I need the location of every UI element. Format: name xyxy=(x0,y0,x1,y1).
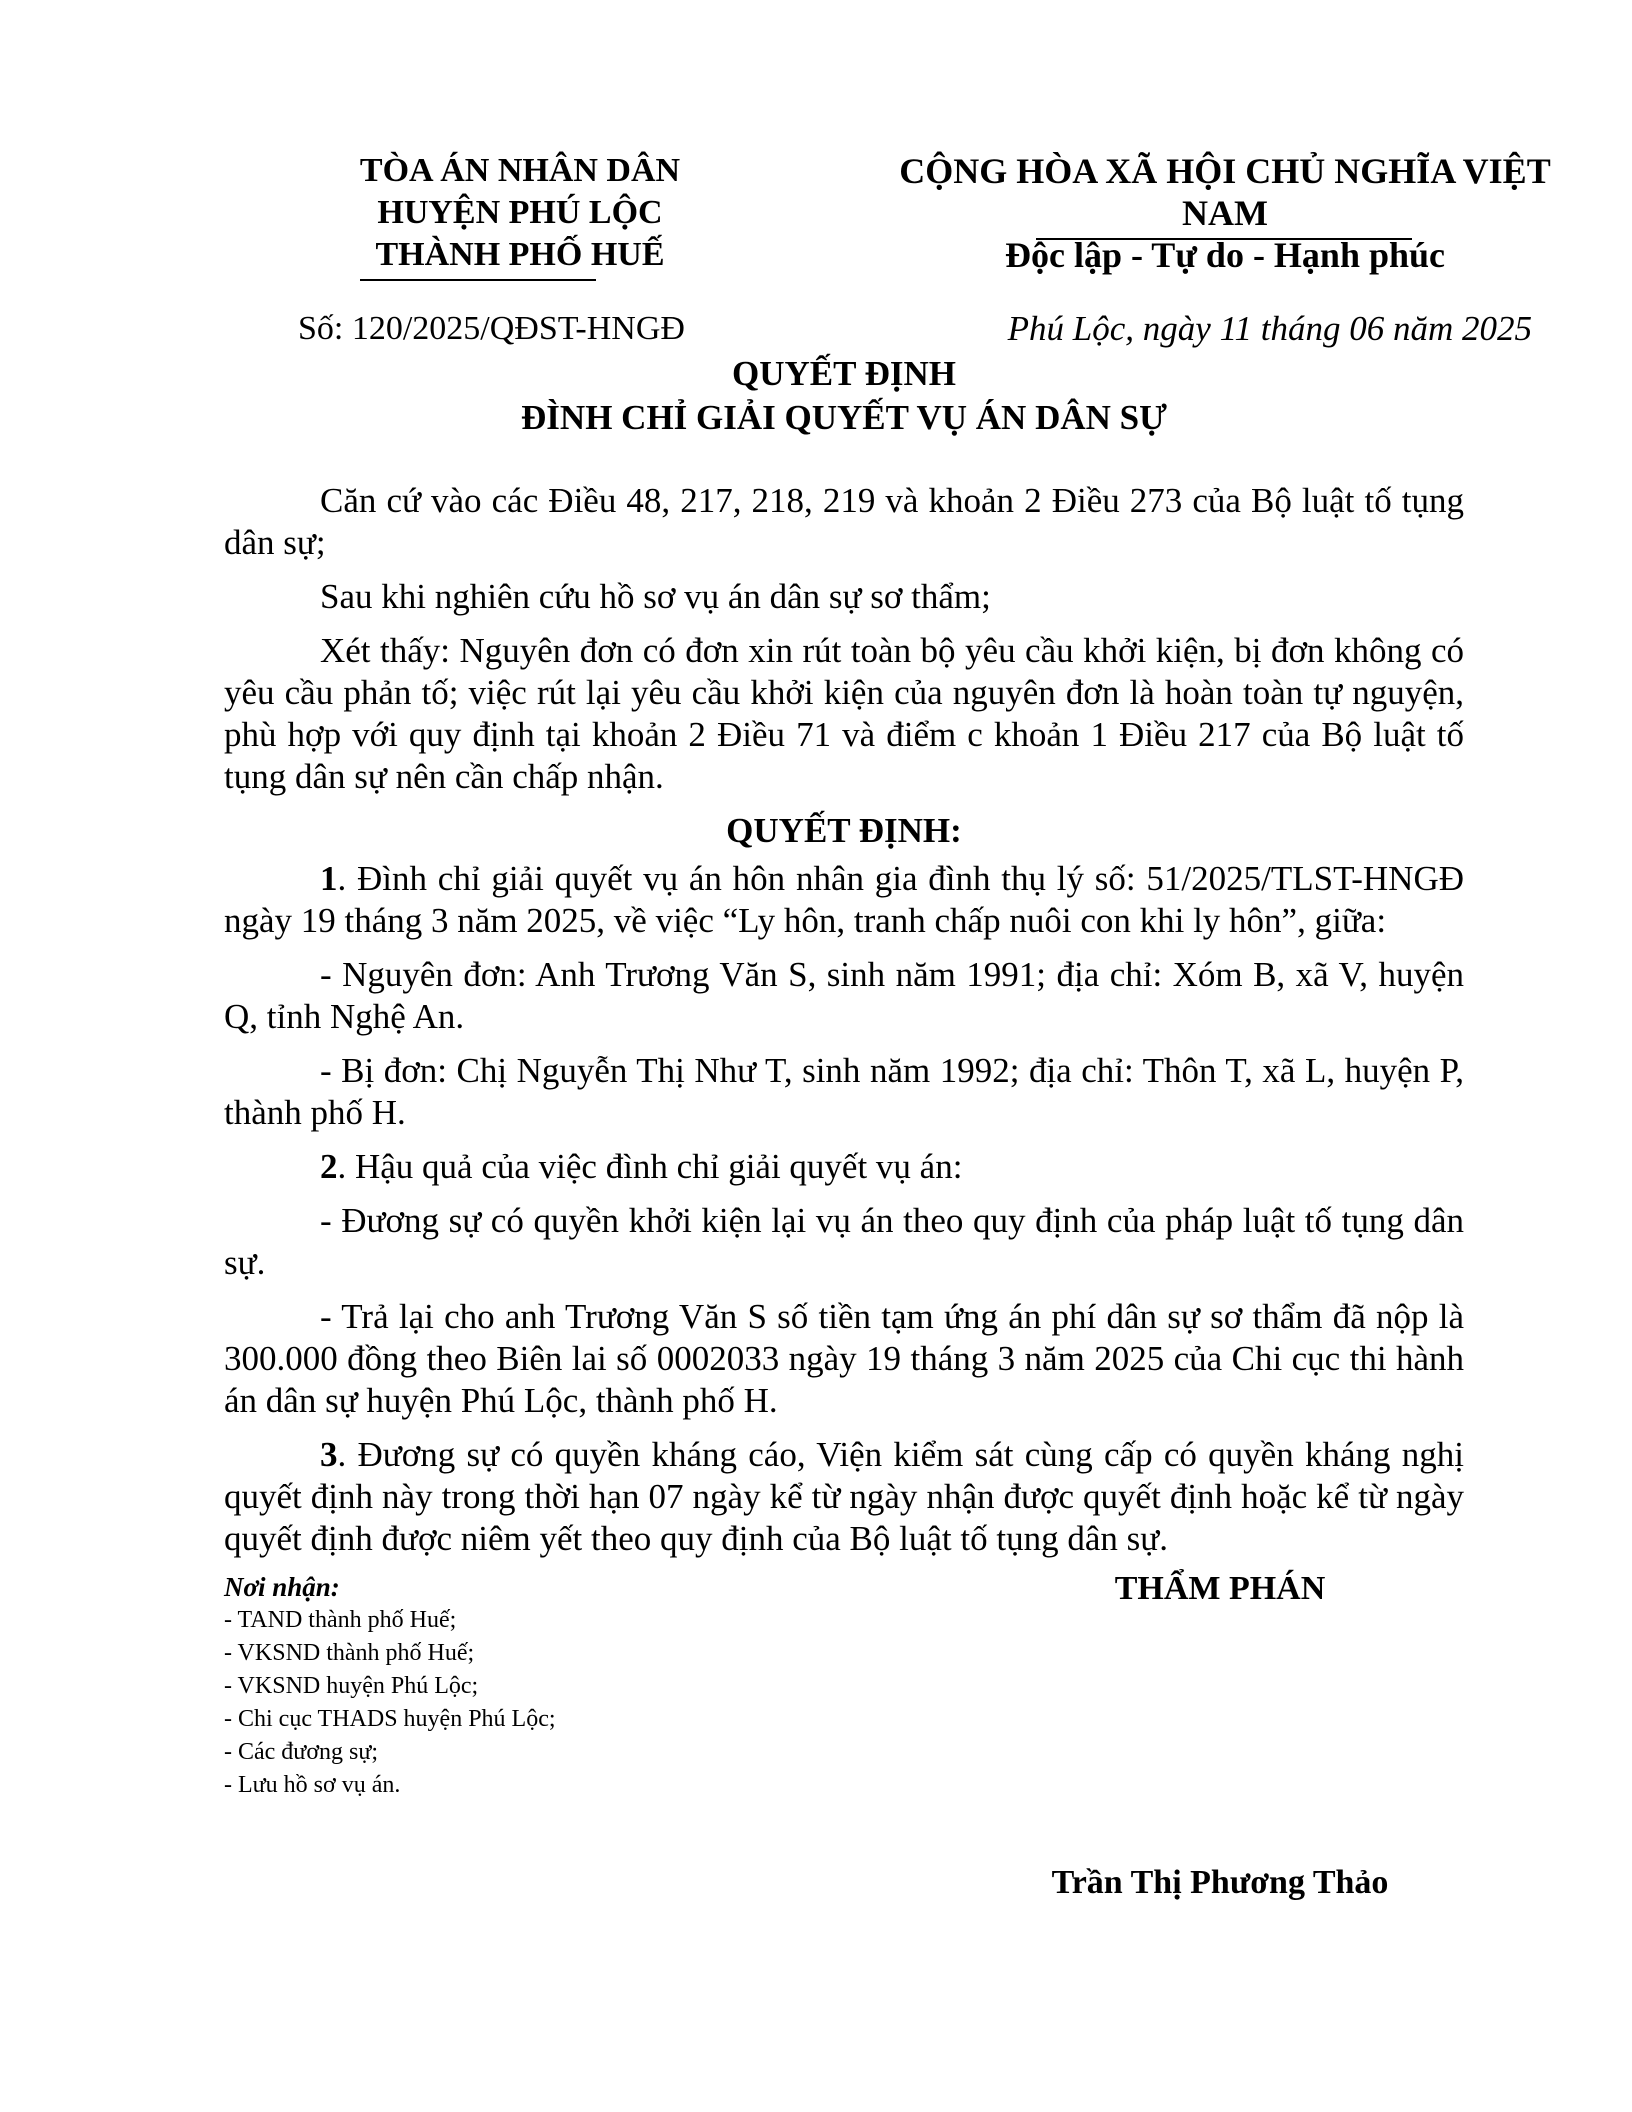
item-1-number: 1 xyxy=(320,859,338,898)
item-3-text: . Đương sự có quyền kháng cáo, Viện kiểm sát cùng cấp có quyền kháng nghị quyết định này trong thời hạn 07 ngày kể từ ngày nhận được quyết định hoặc kể từ ngày quyết định được niêm yết theo quy định của Bộ luật tố tụng dân sự. xyxy=(224,1435,1464,1558)
national-header xyxy=(870,150,1580,276)
court-line-1: TÒA ÁN NHÂN DÂN xyxy=(359,152,681,189)
document-date: Phú Lộc, ngày 11 tháng 06 năm 2025 xyxy=(1007,309,1532,348)
preamble-review: Sau khi nghiên cứu hồ sơ vụ án dân sự sơ thẩm; xyxy=(320,577,991,616)
preamble-consideration: Xét thấy: Nguyên đơn có đơn xin rút toàn bộ yêu cầu khởi kiện, bị đơn không có yêu cầu phản tố; việc rút lại yêu cầu khởi kiện của nguyên đơn là hoàn toàn tự nguyện, phù hợp với quy định tại khoản 2 Điều 71 và điểm c khoản 1 Điều 217 của Bộ luật tố tụng dân sự nên cần chấp nhận. xyxy=(224,631,1464,796)
motto-underline xyxy=(1036,238,1412,240)
item-3 xyxy=(224,1434,1464,1560)
court-underline xyxy=(360,279,596,281)
item-2-text: . Hậu quả của việc đình chỉ giải quyết vụ án: xyxy=(337,1147,963,1186)
title-line-1: QUYẾT ĐỊNH xyxy=(732,354,956,393)
document-body xyxy=(224,480,1464,1572)
court-name xyxy=(280,150,760,276)
document-title xyxy=(224,352,1464,440)
item-2 xyxy=(224,1146,1464,1188)
item-2-right-to-sue: - Đương sự có quyền khởi kiện lại vụ án theo quy định của pháp luật tố tụng dân sự. xyxy=(224,1201,1464,1282)
court-line-3: THÀNH PHỐ HUẾ xyxy=(375,236,665,273)
item-3-number: 3 xyxy=(320,1435,338,1474)
recipients-block xyxy=(224,1570,844,1802)
item-2-refund: - Trả lại cho anh Trương Văn S số tiền tạm ứng án phí dân sự sơ thẩm đã nộp là 300.000 đồng theo Biên lai số 0002033 ngày 19 tháng 3 năm 2025 của Chi cục thi hành án dân sự huyện Phú Lộc, thành phố H. xyxy=(224,1297,1464,1420)
recipients-list xyxy=(224,1604,844,1802)
item-1 xyxy=(224,858,1464,942)
item-1-defendant: - Bị đơn: Chị Nguyễn Thị Như T, sinh năm 1992; địa chỉ: Thôn T, xã L, huyện P, thành phố H. xyxy=(224,1051,1464,1132)
item-2-number: 2 xyxy=(320,1147,338,1186)
recipient-item: - Chi cục THADS huyện Phú Lộc; xyxy=(224,1706,556,1732)
document-number: Số: 120/2025/QĐST-HNGĐ xyxy=(298,310,685,347)
recipient-item: - VKSND thành phố Huế; xyxy=(224,1640,475,1666)
court-line-2: HUYỆN PHÚ LỘC xyxy=(377,194,663,231)
preamble-legal-basis: Căn cứ vào các Điều 48, 217, 218, 219 và khoản 2 Điều 273 của Bộ luật tố tụng dân sự; xyxy=(224,481,1464,562)
nation-motto: Độc lập - Tự do - Hạnh phúc xyxy=(1004,235,1446,275)
recipient-item: - Lưu hồ sơ vụ án. xyxy=(224,1772,401,1798)
signer-title: THẨM PHÁN xyxy=(1114,1570,1326,1607)
signer-name: Trần Thị Phương Thảo xyxy=(1051,1864,1389,1901)
item-1-plaintiff: - Nguyên đơn: Anh Trương Văn S, sinh năm 1991; địa chỉ: Xóm B, xã V, huyện Q, tỉnh Nghệ An. xyxy=(224,955,1464,1036)
item-1-text: . Đình chỉ giải quyết vụ án hôn nhân gia đình thụ lý số: 51/2025/TLST-HNGĐ ngày 19 tháng 3 năm 2025, về việc “Ly hôn, tranh chấp nuôi con khi ly hôn”, giữa: xyxy=(224,859,1464,940)
nation-name: CỘNG HÒA XÃ HỘI CHỦ NGHĨA VIỆT NAM xyxy=(899,151,1551,233)
recipients-title: Nơi nhận: xyxy=(224,1572,340,1602)
recipient-item: - VKSND huyện Phú Lộc; xyxy=(224,1673,479,1699)
decision-heading: QUYẾT ĐỊNH: xyxy=(726,811,962,850)
title-line-2: ĐÌNH CHỈ GIẢI QUYẾT VỤ ÁN DÂN SỰ xyxy=(521,398,1167,437)
recipient-item: - Các đương sự; xyxy=(224,1739,379,1765)
recipient-item: - TAND thành phố Huế; xyxy=(224,1607,457,1633)
